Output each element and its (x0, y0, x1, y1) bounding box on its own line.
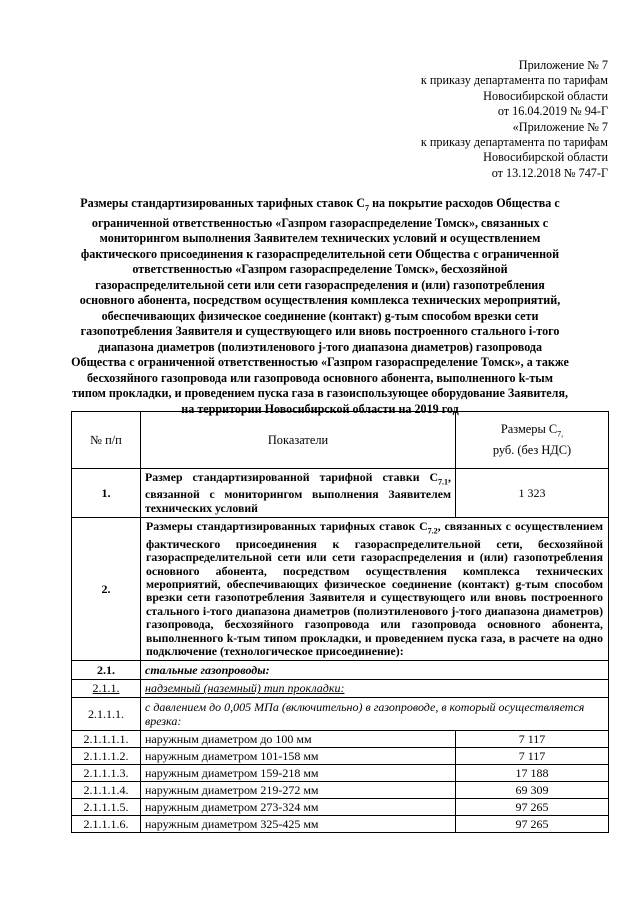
row-value: 17 188 (456, 765, 609, 782)
title-subscript: 7 (365, 203, 370, 213)
appendix-line: к приказу департамента по тарифам (420, 73, 608, 88)
title-text: Размеры стандартизированных тарифных ставок С (80, 196, 366, 210)
appendix-line: Приложение № 7 (518, 58, 608, 72)
row-text: наружным диаметром 159-218 мм (141, 765, 456, 782)
row-text (141, 518, 609, 661)
tariff-table (71, 411, 609, 833)
row-num: 2.1.1. (72, 680, 141, 698)
appendix-line: от 16.04.2019 № 94-Г (497, 104, 608, 119)
row-text: надземный (наземный) тип прокладки: (141, 680, 609, 698)
row-text: с давлением до 0,005 МПа (включительно) в газопроводе, в который осуществляется врезка: (141, 698, 609, 731)
appendix-line: к приказу департамента по тарифам (420, 135, 608, 150)
row-text: наружным диаметром до 100 мм (141, 731, 456, 748)
appendix-line: «Приложение № 7 (512, 119, 608, 134)
table-row (72, 661, 609, 680)
row-num: 2.1.1.1.6. (72, 816, 141, 833)
row-num: 2.1. (72, 661, 141, 680)
row-text-part: Размер стандартизированной тарифной ставки С (145, 469, 439, 484)
appendix-line: Новосибирской области (483, 88, 608, 103)
table-row (72, 518, 609, 661)
row-text-sub: 7.1 (438, 477, 449, 487)
row-text: наружным диаметром 273-324 мм (141, 799, 456, 816)
row-num: 2.1.1.1.4. (72, 782, 141, 799)
row-value: 97 265 (456, 799, 609, 816)
table-row (72, 782, 609, 799)
header-value-prefix: Размеры С (500, 421, 558, 436)
appendix-header (421, 58, 608, 181)
appendix-line: от 13.12.2018 № 747-Г (491, 165, 608, 180)
row-text-part: Размеры стандартизированных тарифных ставок С (146, 519, 428, 533)
row-num: 2.1.1.1.1. (72, 731, 141, 748)
appendix-line: Новосибирской области (483, 150, 608, 165)
row-value: 69 309 (456, 782, 609, 799)
row-num: 2.1.1.1.5. (72, 799, 141, 816)
table-row (72, 748, 609, 765)
header-value-sub: 7, (557, 429, 564, 439)
header-num: № п/п (72, 412, 141, 469)
header-value-suffix: руб. (без НДС) (492, 443, 572, 458)
document-title (70, 196, 570, 417)
table-row (72, 799, 609, 816)
table-header-row (72, 412, 609, 469)
row-text: наружным диаметром 219-272 мм (141, 782, 456, 799)
row-num: 1. (72, 469, 141, 518)
table-row (72, 816, 609, 833)
table-row (72, 731, 609, 748)
row-value: 7 117 (456, 748, 609, 765)
row-text (141, 469, 456, 518)
row-num: 2.1.1.1. (72, 698, 141, 731)
table-row (72, 680, 609, 698)
row-num: 2. (72, 518, 141, 661)
table-row (72, 765, 609, 782)
row-text: наружным диаметром 101-158 мм (141, 748, 456, 765)
row-text-sub: 7.2 (427, 526, 438, 536)
row-num: 2.1.1.1.2. (72, 748, 141, 765)
row-value: 7 117 (456, 731, 609, 748)
row-num: 2.1.1.1.3. (72, 765, 141, 782)
header-value (456, 412, 609, 469)
row-text: наружным диаметром 325-425 мм (141, 816, 456, 833)
row-text-part: , связанной с мониторингом выполнения Заявителем технических условий (145, 469, 451, 515)
title-text-continued: на покрытие расходов Общества с ограниченной ответственностью «Газпром газораспределение Томск», связанных с мониторингом выполнения Заявителем технических условий и осуществлением фактического присоединения к газораспределительной сети Общества с ограниченной ответственностью «Газпром газораспределение Томск», бесхозяйной газораспределительной сети или сети газораспределения и (или) газопотребления основного абонента, посредством осуществления комплекса технических мероприятий, обеспечивающих физическое соединение (контакт) g-тым способом врезки сети газопотребления Заявителя и существующего или вновь построенного стального i-того диапазона диаметров (полиэтиленового j-того диапазона диаметров) газопровода Общества с ограниченной ответственностью «Газпром газораспределение Томск», а также бесхозяйного газопровода или газопровода основного абонента, выполненного k-тым типом прокладки, и проведением пуска газа в газоиспользующее оборудование Заявителя, на территории Новосибирской области на 2019 год (71, 196, 569, 416)
table-row (72, 469, 609, 518)
row-value: 97 265 (456, 816, 609, 833)
table-row (72, 698, 609, 731)
row-value: 1 323 (456, 469, 609, 518)
row-text-part: , связанных с осуществлением фактического присоединения к газораспределительной сети, бесхозяйной газораспределительной сети или сети газораспределения и (или) газопотребления основного абонента, посредством осуществления комплекса технических мероприятий, обеспечивающих физическое соединение (контакт) g-тым способом врезки сети газопотребления Заявителя и существующего или вновь построенного стального i-того диапазона диаметров (полиэтиленового j-того диапазона диаметров) газопровода, бесхозяйного газопровода или газопровода основного абонента, выполненного k-тым типом прокладки, и проведением пуска газа, в расчете на одно подключение (технологическое присоединение): (146, 519, 603, 659)
header-indicator: Показатели (141, 412, 456, 469)
row-text: стальные газопроводы: (141, 661, 609, 680)
